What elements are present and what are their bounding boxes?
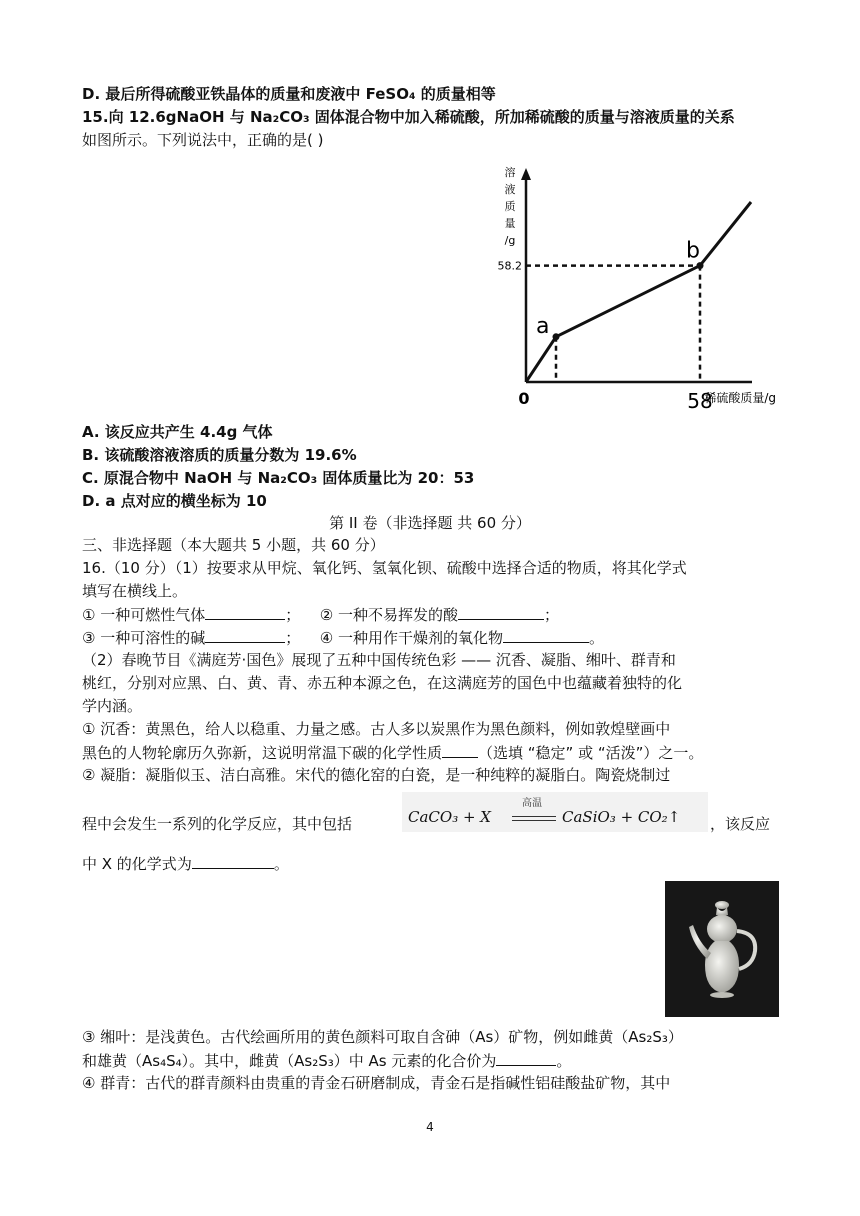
q15-stem-line1: 15.向 12.6gNaOH 与 Na₂CO₃ 固体混合物中加入稀硫酸，所加稀硫酸的质量与溶液质量的关系 bbox=[82, 108, 735, 126]
qunqing-line1: ④ 群青：古代的群青颜料由贵重的青金石研磨制成，青金石是指碱性铝硅酸盐矿物，其中 bbox=[82, 1074, 671, 1092]
series-line bbox=[526, 202, 751, 382]
answer-blank-4[interactable] bbox=[503, 626, 589, 643]
porcelain-photo bbox=[665, 881, 779, 1017]
q16-stem-line1: 16.（10 分）（1）按要求从甲烷、氧化钙、氢氧化钡、硫酸中选择合适的物质，将其化学式 bbox=[82, 559, 687, 577]
point-a-label: a bbox=[536, 313, 550, 339]
q15-option-a: A. 该反应共产生 4.4g 气体 bbox=[82, 423, 273, 441]
ningzhi-line1: ② 凝脂：凝脂似玉、洁白高雅。宋代的德化窑的白瓷，是一种纯粹的凝脂白。陶瓷烧制过 bbox=[82, 766, 671, 784]
x-tick-label: 58 bbox=[687, 389, 713, 413]
q16-item1: ① 一种可燃性气体 bbox=[82, 606, 206, 624]
section-title: 第 II 卷（非选择题 共 60 分） bbox=[329, 514, 531, 532]
xiangye-line2: 和雄黄（As₄S₄）。其中，雌黄（As₂S₃）中 As 元素的化合价为 。 bbox=[82, 1049, 571, 1072]
q16-stem-line2: 填写在横线上。 bbox=[82, 582, 188, 600]
formula-condition: 高温 bbox=[522, 798, 542, 809]
q16-item2: ② 一种不易挥发的酸 bbox=[319, 606, 459, 624]
q15-stem-line2: 如图所示。下列说法中，正确的是( ) bbox=[82, 131, 324, 149]
answer-blank-3[interactable] bbox=[205, 626, 285, 643]
q16-row2: ③ 一种可溶性的碱 ； ④ 一种用作干燥剂的氧化物 。 bbox=[82, 626, 604, 649]
answer-blank-x[interactable] bbox=[192, 852, 274, 869]
equals-bar-bottom bbox=[512, 820, 556, 821]
chenxiang-line2: 黑色的人物轮廓历久弥新，这说明常温下碳的化学性质 （选填 “稳定” 或 “活泼”）之一。 bbox=[82, 741, 703, 764]
q14-option-d: D. 最后所得硫酸亚铁晶体的质量和废液中 FeSO₄ 的质量相等 bbox=[82, 85, 496, 103]
xiangye-line1: ③ 缃叶：是浅黄色。古代绘画所用的黄色颜料可取自含砷（As）矿物，例如雌黄（As₂S₃） bbox=[82, 1028, 683, 1046]
formula-left: CaCO₃ + X bbox=[408, 808, 491, 826]
page-number: 4 bbox=[426, 1120, 434, 1134]
answer-blank-1[interactable] bbox=[205, 603, 285, 620]
q15-option-c: C. 原混合物中 NaOH 与 Na₂CO₃ 固体质量比为 20：53 bbox=[82, 469, 475, 487]
q16-p2-line3: 学内涵。 bbox=[82, 697, 143, 715]
equals-bar-top bbox=[512, 816, 556, 817]
q15-option-b: B. 该硫酸溶液溶质的质量分数为 19.6% bbox=[82, 446, 357, 464]
chenxiang-line1: ① 沉香：黄黑色，给人以稳重、力量之感。古人多以炭黑作为黑色颜料，例如敦煌壁画中 bbox=[82, 720, 671, 738]
reaction-equation bbox=[402, 792, 708, 832]
answer-blank-2[interactable] bbox=[458, 603, 544, 620]
ningzhi-line2b: ，该反应 bbox=[710, 815, 771, 833]
q16-row1: ① 一种可燃性气体 ； ② 一种不易挥发的酸 ； bbox=[82, 603, 559, 626]
q16-p2-line1: （2）春晚节目《满庭芳·国色》展现了五种中国传统色彩 —— 沉香、凝脂、缃叶、群青和 bbox=[82, 651, 676, 669]
y-tick-label: 58.2 bbox=[497, 259, 522, 273]
q16-item4: ④ 一种用作干燥剂的氧化物 bbox=[319, 629, 504, 647]
q15-option-d: D. a 点对应的横坐标为 10 bbox=[82, 492, 267, 510]
answer-blank-carbon[interactable] bbox=[442, 741, 478, 758]
q15-chart bbox=[480, 160, 780, 415]
answer-blank-valence[interactable] bbox=[496, 1049, 556, 1066]
ningzhi-line2a: 程中会发生一系列的化学反应，其中包括 bbox=[82, 815, 353, 833]
part3-heading: 三、非选择题（本大题共 5 小题，共 60 分） bbox=[82, 536, 385, 554]
y-axis-label: 溶液质量/g bbox=[504, 166, 516, 247]
ningzhi-line3: 中 X 的化学式为 。 bbox=[82, 852, 289, 875]
q16-item3: ③ 一种可溶性的碱 bbox=[82, 629, 206, 647]
origin-label: 0 bbox=[518, 389, 530, 408]
x-axis-label: 稀硫酸质量/g bbox=[704, 391, 776, 405]
porcelain-ewer-icon bbox=[665, 881, 779, 1017]
point-b-label: b bbox=[686, 238, 700, 264]
q16-p2-line2: 桃红，分别对应黑、白、黄、青、赤五种本源之色，在这满庭芳的国色中也蕴藏着独特的化 bbox=[82, 674, 683, 692]
formula-right: CaSiO₃ + CO₂↑ bbox=[562, 808, 681, 826]
